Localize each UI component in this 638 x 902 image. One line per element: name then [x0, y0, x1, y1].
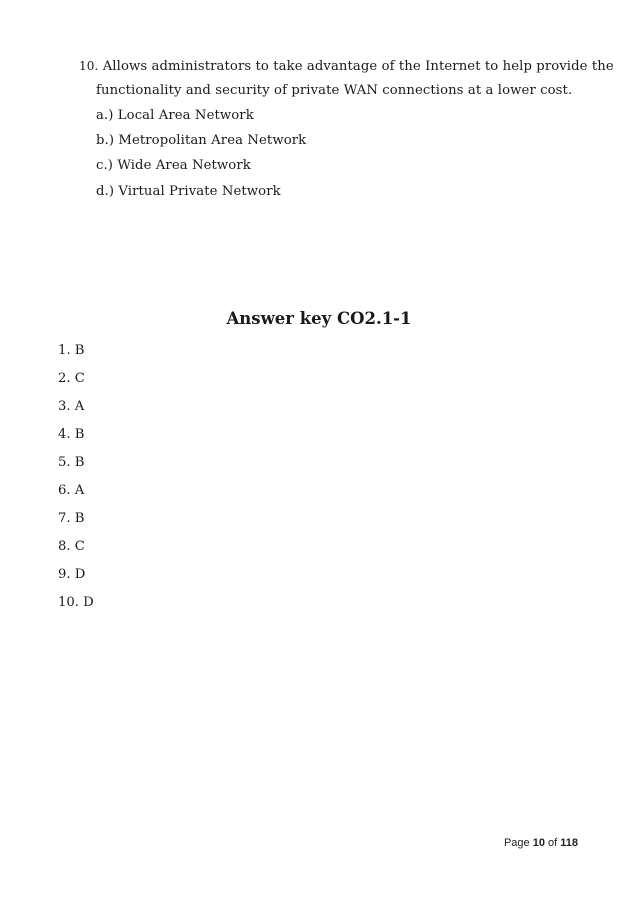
question-first-line: [79, 59, 614, 74]
footer-page-prefix: Page: [503, 837, 533, 849]
answer-item: 3. A: [58, 399, 85, 414]
question-text-line-2: functionality and security of private WAN connections at a lower cost.: [96, 83, 573, 98]
question-number: 10.: [79, 59, 99, 73]
answer-item: 9. D: [58, 567, 86, 582]
option-b: b.) Metropolitan Area Network: [96, 133, 307, 148]
answer-item: 8. C: [58, 539, 85, 554]
option-d: d.) Virtual Private Network: [96, 184, 281, 199]
footer-of-text: of: [544, 837, 561, 849]
answer-item: 4. B: [58, 427, 85, 442]
option-a: a.) Local Area Network: [96, 108, 254, 123]
page-footer: [504, 837, 578, 849]
option-c: c.) Wide Area Network: [96, 158, 251, 173]
answer-item: 2. C: [58, 371, 85, 386]
answer-item: 1. B: [58, 343, 85, 358]
answer-item: 7. B: [58, 511, 85, 526]
footer-total-pages: 118: [560, 837, 578, 849]
answer-item: 6. A: [58, 483, 85, 498]
answer-item: 5. B: [58, 455, 85, 470]
question-text-line-1: Allows administrators to take advantage of the Internet to help provide the: [102, 59, 614, 74]
answer-key-title: Answer key CO2.1-1: [226, 309, 412, 328]
answer-item: 10. D: [58, 595, 94, 610]
footer-page-number: 10: [532, 837, 545, 849]
